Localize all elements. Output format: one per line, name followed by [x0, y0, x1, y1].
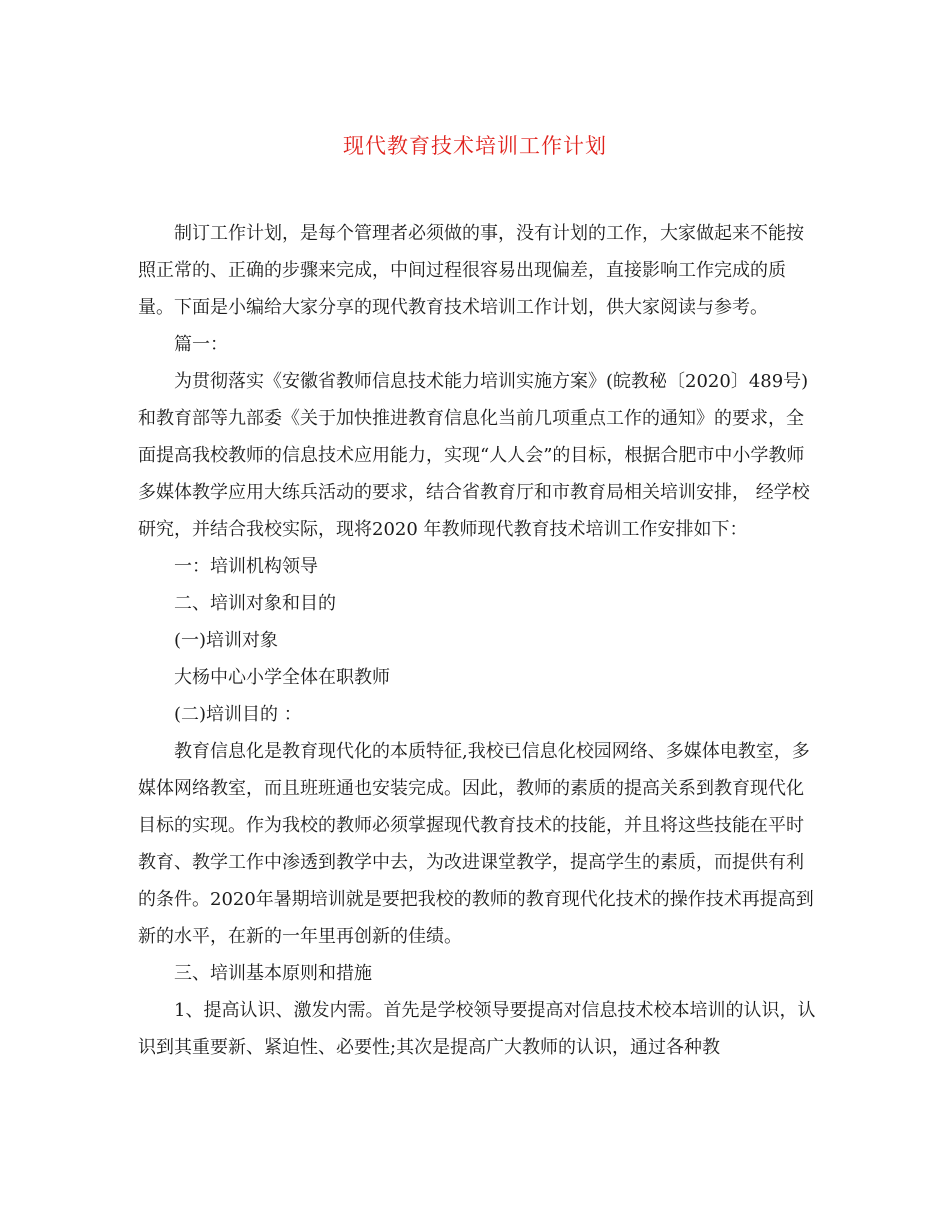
paragraph-targets: 大杨中心小学全体在职教师	[174, 667, 390, 688]
subheading-training-targets: (一)培训对象	[174, 630, 279, 651]
document-title: 现代教育技术培训工作计划	[343, 134, 607, 158]
document-body	[138, 215, 818, 1066]
paragraph-goals: 教育信息化是教育现代化的本质特征,我校已信息化校园网络、多媒体电教室，多媒体网络教室，而且班班通也安装完成。因此，教师的素质的提高关系到教育现代化目标的实现。作为我校的教师必须掌握现代教育技术的技能，并且将这些技能在平时教育、教学工作中渗透到教学中去，为改进课堂教学，提高学生的素质，而提供有利的条件。2020年暑期培训就是要把我校的教师的教育现代化技术的操作技术再提高到新的水平，在新的一年里再创新的佳绩。	[138, 741, 814, 947]
paragraph-part-one: 篇一：	[174, 334, 228, 355]
subheading-training-goals: (二)培训目的 ：	[174, 704, 302, 725]
heading-section-2: 二、培训对象和目的	[174, 593, 336, 614]
paragraph-purpose: 为贯彻落实《安徽省教师信息技术能力培训实施方案》(皖教秘〔2020〕489号)和教育部等九部委《关于加快推进教育信息化当前几项重点工作的通知》的要求，全面提高我校教师的信息技术应用能力，实现“人人会”的目标，根据合肥市中小学教师多媒体教学应用大练兵活动的要求，结合省教育厅和市教育局相关培训安排， 经学校研究，并结合我校实际，现将2020 年教师现代教育技术培训工作安排如下：	[138, 371, 810, 540]
paragraph-intro: 制订工作计划，是每个管理者必须做的事，没有计划的工作，大家做起来不能按照正常的、正确的步骤来完成，中间过程很容易出现偏差，直接影响工作完成的质量。下面是小编给大家分享的现代教育技术培训工作计划，供大家阅读与参考。	[138, 223, 804, 318]
heading-section-1: 一：培训机构领导	[174, 556, 318, 577]
paragraph-awareness: 1、提高认识、激发内需。首先是学校领导要提高对信息技术校本培训的认识，认识到其重要新、紧迫性、必要性;其次是提高广大教师的认识，通过各种教	[138, 1000, 816, 1058]
heading-section-3: 三、培训基本原则和措施	[174, 963, 372, 984]
